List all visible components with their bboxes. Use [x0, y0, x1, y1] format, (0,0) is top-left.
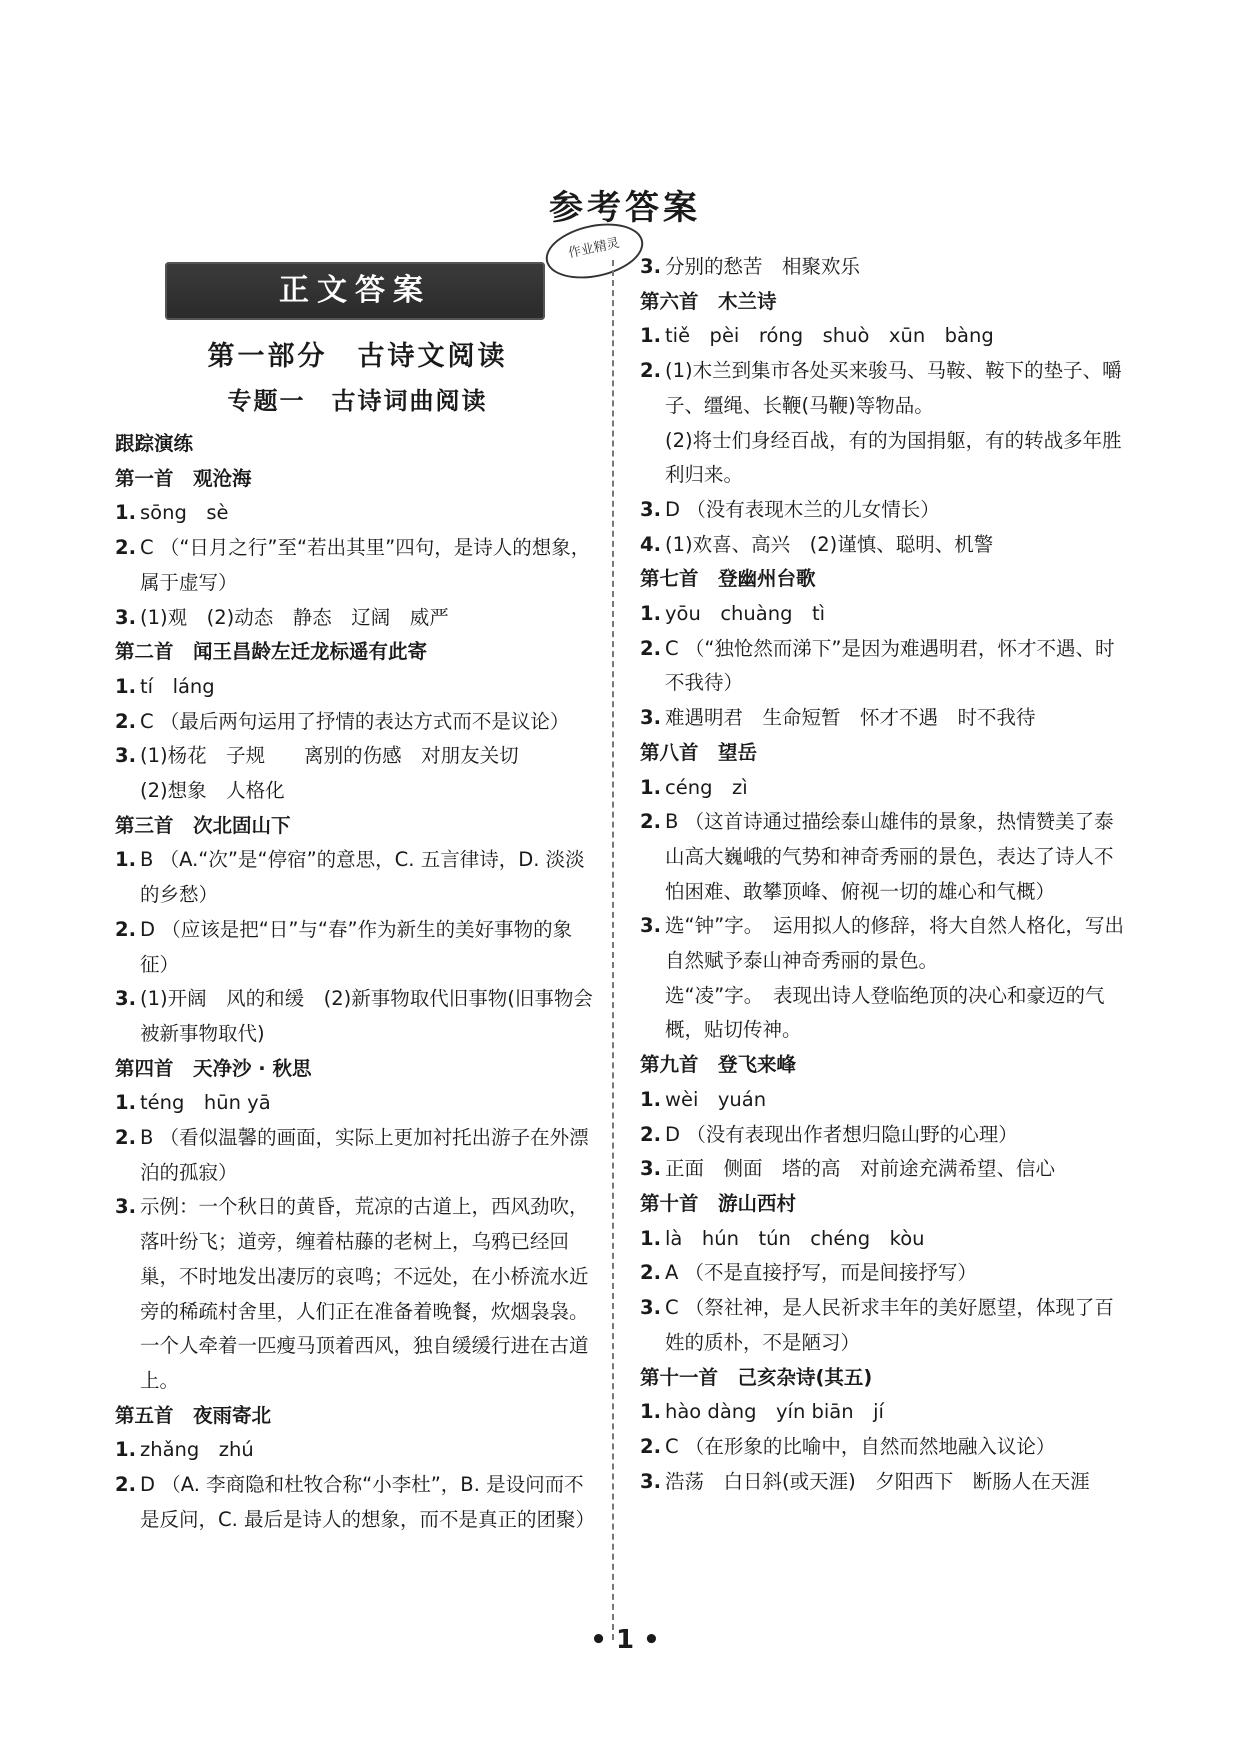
item-number: 2.	[640, 359, 661, 383]
banner-text: 正文答案	[279, 273, 431, 308]
item-number: 2.	[640, 1434, 661, 1458]
answer-item	[640, 250, 1125, 285]
answer-item	[640, 1256, 1125, 1291]
item-text: (1)观 (2)动态 静态 辽阔 威严	[140, 605, 449, 629]
answer-item	[115, 843, 600, 912]
answer-item	[640, 805, 1125, 909]
item-number: 1.	[115, 501, 136, 525]
answer-item	[115, 601, 600, 636]
poem-heading: 第七首 登幽州台歌	[640, 567, 816, 591]
answer-item	[115, 670, 600, 705]
poem-heading: 第九首 登飞来峰	[640, 1053, 797, 1077]
left-column	[115, 335, 600, 1538]
answer-item	[115, 1121, 600, 1190]
item-number: 2.	[640, 1122, 661, 1146]
item-number: 1.	[640, 775, 661, 799]
answer-item	[640, 1430, 1125, 1465]
answer-item	[640, 701, 1125, 736]
item-number: 1.	[115, 1438, 136, 1462]
item-number: 3.	[115, 1195, 136, 1219]
answer-item	[115, 1086, 600, 1121]
part-heading: 第一部分 古诗文阅读	[207, 341, 508, 372]
poem-heading: 第四首 天净沙 · 秋思	[115, 1056, 312, 1080]
item-text: B （这首诗通过描绘泰山雄伟的景象，热情赞美了泰山高大巍峨的气势和神奇秀丽的景色，表达了诗人不怕困难、敢攀顶峰、俯视一切的雄心和气概）	[665, 810, 1114, 903]
item-text: 分别的愁苦 相聚欢乐	[665, 255, 861, 278]
item-number: 3.	[640, 706, 661, 730]
answer-item	[640, 528, 1125, 563]
item-number: 2.	[640, 636, 661, 660]
item-number: 2.	[115, 1126, 136, 1150]
item-number: 2.	[115, 536, 136, 560]
item-text: C （在形象的比喻中，自然而然地融入议论）	[665, 1434, 1056, 1458]
answer-item	[640, 1222, 1125, 1257]
item-text: tí láng	[140, 674, 215, 698]
item-text: (1)杨花 子规 离别的伤感 对朋友关切	[140, 744, 519, 768]
item-number: 3.	[115, 744, 136, 768]
item-number: 1.	[640, 324, 661, 348]
section-banner	[165, 262, 545, 320]
item-text: C （“独怆然而涕下”是因为难遇明君，怀才不遇、时不我待）	[665, 636, 1115, 695]
item-text: là hún tún chéng kòu	[665, 1226, 925, 1250]
topic-heading: 专题一 古诗词曲阅读	[227, 387, 488, 415]
poem-heading: 第五首 夜雨寄北	[115, 1403, 272, 1427]
column-divider	[612, 260, 614, 1640]
answer-item	[640, 319, 1125, 354]
item-text: wèi yuán	[665, 1087, 767, 1111]
answer-item	[640, 1291, 1125, 1360]
item-number: 3.	[640, 1469, 661, 1493]
poem-heading: 第二首 闻王昌龄左迁龙标遥有此寄	[115, 640, 428, 664]
item-text: yōu chuàng tì	[665, 602, 826, 626]
poem-heading: 第六首 木兰诗	[640, 289, 777, 313]
answer-item	[640, 597, 1125, 632]
item-text: D （应该是把“日”与“春”作为新生的美好事物的象征）	[140, 917, 573, 976]
answer-item	[115, 496, 600, 531]
answer-item	[640, 1152, 1125, 1187]
answer-item	[640, 909, 1125, 978]
item-text: (1)开阔 风的和缓 (2)新事物取代旧事物(旧事物会被新事物取代)	[140, 987, 593, 1045]
item-number: 1.	[640, 1400, 661, 1424]
item-text: 选“钟”字。 运用拟人的修辞，将大自然人格化，写出自然赋予泰山神奇秀丽的景色。	[665, 914, 1124, 973]
item-text: C （最后两句运用了抒情的表达方式而不是议论）	[140, 709, 570, 733]
item-number: 4.	[640, 532, 661, 556]
item-text: 难遇明君 生命短暂 怀才不遇 时不我待	[665, 706, 1036, 730]
item-number: 1.	[115, 674, 136, 698]
poem-heading: 第十首 游山西村	[640, 1191, 797, 1215]
item-number: 2.	[115, 917, 136, 941]
answer-item	[640, 771, 1125, 806]
page-title: 参考答案	[549, 188, 701, 228]
item-text: téng hūn yā	[140, 1091, 271, 1115]
answer-continuation: (2)将士们身经百战，有的为国捐躯，有的转战多年胜利归来。	[665, 428, 1122, 487]
right-column	[640, 250, 1125, 1499]
item-text: D （没有表现木兰的儿女情长）	[665, 497, 940, 521]
item-text: A （不是直接抒写，而是间接抒写）	[665, 1261, 978, 1285]
item-number: 1.	[640, 1087, 661, 1111]
answer-item	[640, 354, 1125, 423]
item-number: 1.	[640, 602, 661, 626]
item-text: sōng sè	[140, 501, 229, 525]
item-number: 2.	[640, 1261, 661, 1285]
item-text: 正面 侧面 塔的高 对前途充满希望、信心	[665, 1157, 1056, 1181]
answer-continuation: (2)想象 人格化	[140, 779, 285, 803]
page-number: • 1 •	[590, 1625, 660, 1655]
item-number: 2.	[115, 709, 136, 733]
answer-item	[640, 1083, 1125, 1118]
answer-item	[115, 1190, 600, 1398]
answer-continuation: 选“凌”字。 表现出诗人登临绝顶的决心和豪迈的气概，贴切传神。	[665, 983, 1105, 1042]
answer-item	[640, 1395, 1125, 1430]
item-number: 3.	[640, 497, 661, 521]
item-number: 3.	[115, 987, 136, 1011]
answer-item	[640, 493, 1125, 528]
item-number: 1.	[115, 848, 136, 872]
watermark-stamp: 作业精灵	[541, 215, 649, 286]
item-text: D （A. 李商隐和杜牧合称“小李杜”，B. 是设问而不是反问，C. 最后是诗人的想象，而不是真正的团聚）	[140, 1473, 596, 1531]
answer-item	[640, 1118, 1125, 1153]
item-number: 3.	[640, 914, 661, 938]
item-number: 2.	[115, 1473, 136, 1497]
item-text: B （看似温馨的画面，实际上更加衬托出游子在外漂泊的孤寂）	[140, 1126, 589, 1184]
section-heading: 跟踪演练	[115, 432, 194, 455]
item-number: 3.	[640, 255, 661, 278]
item-number: 3.	[640, 1157, 661, 1181]
item-text: D （没有表现出作者想归隐山野的心理）	[665, 1122, 1018, 1146]
answer-item	[115, 705, 600, 740]
answer-item	[115, 1433, 600, 1468]
item-text: (1)欢喜、高兴 (2)谨慎、聪明、机警	[665, 532, 994, 556]
item-text: hào dàng yín biān jí	[665, 1400, 884, 1424]
answer-item	[640, 632, 1125, 701]
poem-heading: 第三首 次北固山下	[115, 813, 291, 837]
item-text: zhǎng zhú	[140, 1438, 254, 1462]
item-text: tiě pèi róng shuò xūn bàng	[665, 324, 994, 348]
answer-item	[115, 531, 600, 600]
item-text: céng zì	[665, 775, 748, 799]
answer-item	[115, 913, 600, 982]
answer-item	[115, 1468, 600, 1537]
item-text: C （“日月之行”至“若出其里”四句，是诗人的想象，属于虚写）	[140, 536, 591, 594]
item-text: 浩荡 白日斜(或天涯) 夕阳西下 断肠人在天涯	[665, 1469, 1090, 1493]
item-text: B （A.“次”是“停宿”的意思，C. 五言律诗，D. 淡淡的乡愁）	[140, 848, 585, 907]
answer-item	[115, 982, 600, 1051]
item-number: 1.	[115, 1091, 136, 1115]
item-number: 1.	[640, 1226, 661, 1250]
item-number: 3.	[640, 1296, 661, 1320]
item-number: 3.	[115, 605, 136, 629]
item-text: (1)木兰到集市各处买来骏马、马鞍、鞍下的垫子、嚼子、缰绳、长鞭(马鞭)等物品。	[665, 359, 1122, 417]
item-text: 示例：一个秋日的黄昏，荒凉的古道上，西风劲吹，落叶纷飞；道旁，缠着枯藤的老树上，乌鸦已经回巢，不时地发出凄厉的哀鸣；不远处，在小桥流水近旁的稀疏村舍里，人们正在准备着晚餐，炊烟袅袅。一个人牵着一匹瘦马顶着西风，独自缓缓行进在古道上。	[140, 1195, 589, 1392]
answer-item	[640, 1465, 1125, 1500]
poem-heading: 第十一首 己亥杂诗(其五)	[640, 1365, 873, 1389]
answer-item	[115, 739, 600, 774]
poem-heading: 第八首 望岳	[640, 740, 758, 764]
item-number: 2.	[640, 810, 661, 834]
item-text: C （祭社神，是人民祈求丰年的美好愿望，体现了百姓的质朴，不是陋习）	[665, 1296, 1114, 1354]
poem-heading: 第一首 观沧海	[115, 466, 252, 490]
